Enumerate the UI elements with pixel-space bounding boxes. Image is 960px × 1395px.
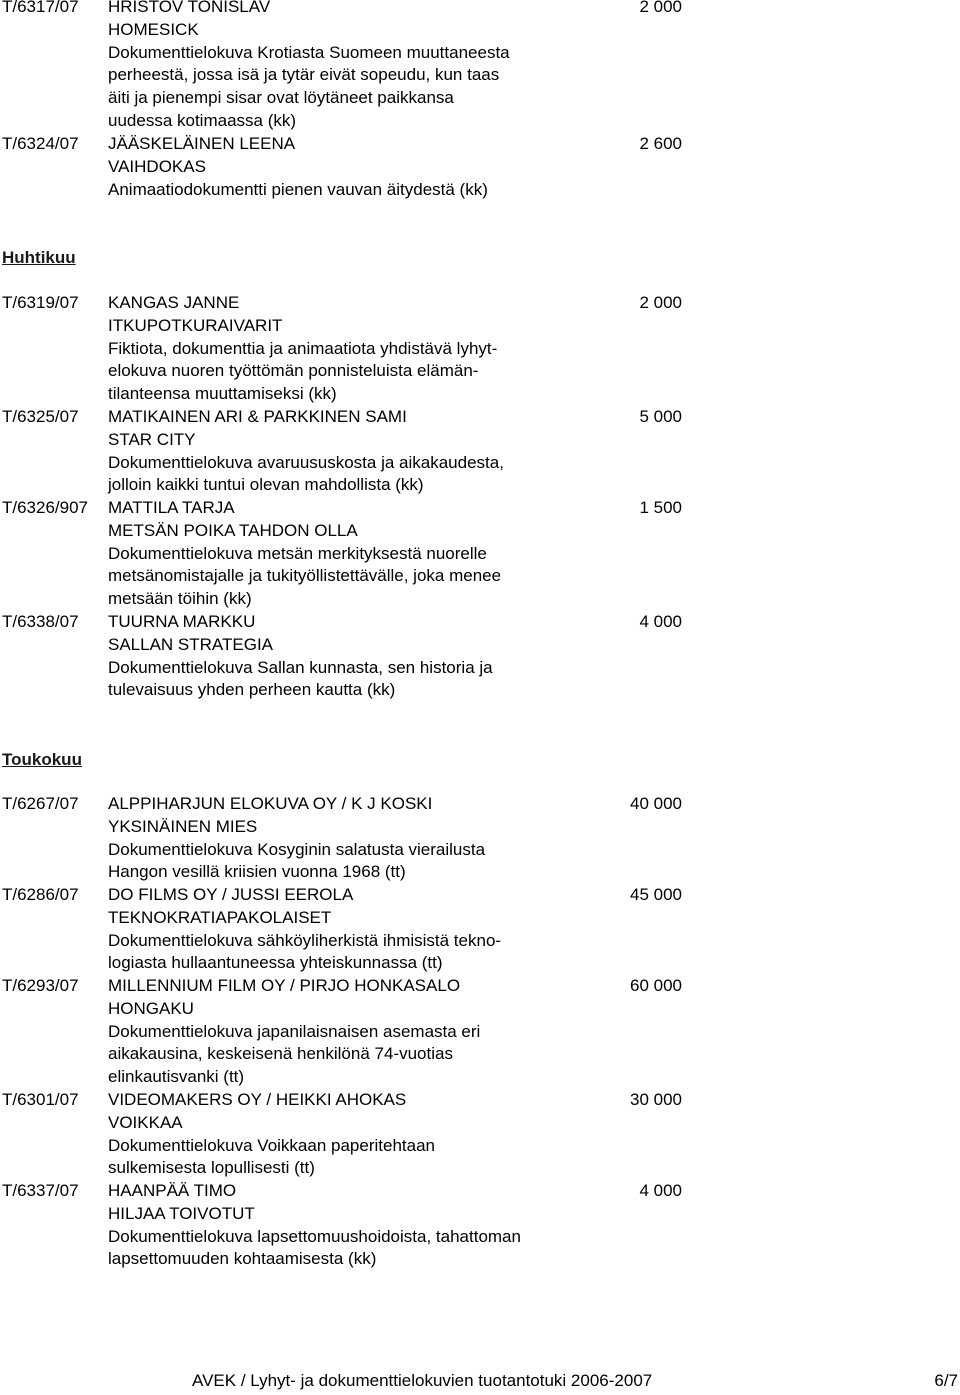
entry-description: metsänomistajalle ja tukityöllistettävälle, joka menee: [108, 566, 502, 586]
entry-description: äiti ja pienempi sisar ovat löytäneet paikkansa: [108, 88, 454, 108]
entry-body: [108, 406, 578, 497]
entry-applicant: MATTILA TARJA: [108, 498, 235, 517]
entry-description: elokuva nuoren työttömän ponnisteluista elämän-: [108, 361, 479, 381]
entry-code: T/6325/07: [2, 407, 79, 426]
entry-amount: 1 500: [639, 498, 682, 517]
entry-description: perheestä, jossa isä ja tytär eivät sopeudu, kun taas: [108, 65, 500, 85]
entry-amount: 4 000: [639, 612, 682, 631]
entry-title: HILJAA TOIVOTUT: [108, 1203, 255, 1223]
entry-code: T/6326/907: [2, 498, 89, 517]
entry-code: T/6267/07: [2, 794, 79, 813]
entry-description: Dokumenttielokuva lapsettomuushoidoista, tahattoman: [108, 1226, 521, 1246]
entry-body: [108, 611, 578, 702]
entry-code: T/6293/07: [2, 976, 79, 995]
entry-description: Dokumenttielokuva avaruususkosta ja aikakaudesta,: [108, 452, 504, 472]
entry-description: elinkautisvanki (tt): [108, 1067, 245, 1087]
entry-body: [108, 292, 578, 406]
entry-code: T/6338/07: [2, 612, 79, 631]
entry-description: sulkemisesta lopullisesti (tt): [108, 1158, 315, 1178]
entry-description: Dokumenttielokuva Voikkaan paperitehtaan: [108, 1135, 435, 1155]
entry-description: Fiktiota, dokumenttia ja animaatiota yhdistävä lyhyt-: [108, 338, 498, 358]
entry-description: jolloin kaikki tuntui olevan mahdollista (kk): [108, 475, 424, 495]
entry-body: [108, 1089, 578, 1180]
page-number: 6/7: [934, 1371, 958, 1390]
entry-code: T/6337/07: [2, 1181, 79, 1200]
entry-description: Hangon vesillä kriisien vuonna 1968 (tt): [108, 862, 406, 882]
entry-title: VAIHDOKAS: [108, 156, 206, 176]
section-heading-may: Toukokuu: [2, 750, 82, 769]
entry-code: T/6319/07: [2, 293, 79, 312]
entry-applicant: VIDEOMAKERS OY / HEIKKI AHOKAS: [108, 1090, 407, 1109]
entry-amount: 40 000: [630, 794, 682, 813]
entry-body: [108, 497, 578, 611]
entry-title: SALLAN STRATEGIA: [108, 634, 274, 654]
entry-title: STAR CITY: [108, 429, 196, 449]
section-heading-april: Huhtikuu: [2, 248, 76, 267]
entry-applicant: HAANPÄÄ TIMO: [108, 1181, 237, 1200]
entry-title: HOMESICK: [108, 19, 199, 39]
entry-applicant: ALPPIHARJUN ELOKUVA OY / K J KOSKI: [108, 794, 433, 813]
entry-amount: 60 000: [630, 976, 682, 995]
entry-title: METSÄN POIKA TAHDON OLLA: [108, 520, 358, 540]
entry-amount: 45 000: [630, 885, 682, 904]
entry-applicant: HRISTOV TONISLAV: [108, 0, 271, 16]
entry-description: tilanteensa muuttamiseksi (kk): [108, 384, 337, 404]
entry-body: [108, 793, 578, 884]
entry-description: Dokumenttielokuva Krotiasta Suomeen muuttaneesta: [108, 42, 510, 62]
entry-amount: 5 000: [639, 407, 682, 426]
entry-description: lapsettomuuden kohtaamisesta (kk): [108, 1249, 377, 1269]
entry-code: T/6317/07: [2, 0, 79, 16]
entry-description: Dokumenttielokuva Sallan kunnasta, sen historia ja: [108, 657, 493, 677]
entry-body: [108, 1180, 578, 1271]
entry-description: aikakausina, keskeisenä henkilönä 74-vuotias: [108, 1044, 453, 1064]
entry-amount: 2 000: [639, 293, 682, 312]
entry-description: Dokumenttielokuva japanilaisnaisen asemasta eri: [108, 1021, 481, 1041]
entry-title: YKSINÄINEN MIES: [108, 816, 258, 836]
entry-description: metsään töihin (kk): [108, 589, 252, 609]
entry-amount: 30 000: [630, 1090, 682, 1109]
entry-body: [108, 133, 578, 201]
entry-applicant: JÄÄSKELÄINEN LEENA: [108, 134, 296, 153]
entry-applicant: TUURNA MARKKU: [108, 612, 256, 631]
entry-applicant: MATIKAINEN ARI & PARKKINEN SAMI: [108, 407, 407, 426]
entry-amount: 4 000: [639, 1181, 682, 1200]
entry-applicant: KANGAS JANNE: [108, 293, 240, 312]
entry-title: HONGAKU: [108, 998, 194, 1018]
entry-description: Dokumenttielokuva metsän merkityksestä nuorelle: [108, 543, 487, 563]
entry-description: logiasta hullaantuneessa yhteiskunnassa (tt): [108, 953, 443, 973]
entry-code: T/6301/07: [2, 1090, 79, 1109]
entry-body: [108, 975, 578, 1089]
footer-title: AVEK / Lyhyt- ja dokumenttielokuvien tuotantotuki 2006-2007: [192, 1371, 653, 1390]
entry-amount: 2 600: [639, 134, 682, 153]
entry-amount: 2 000: [639, 0, 682, 16]
entry-applicant: DO FILMS OY / JUSSI EEROLA: [108, 885, 354, 904]
entry-description: Animaatiodokumentti pienen vauvan äitydestä (kk): [108, 179, 488, 199]
page-footer: [0, 1370, 960, 1394]
entry-description: Dokumenttielokuva sähköyliherkistä ihmisistä tekno-: [108, 930, 502, 950]
entry-description: tulevaisuus yhden perheen kautta (kk): [108, 680, 396, 700]
entry-title: TEKNOKRATIAPAKOLAISET: [108, 907, 332, 927]
entry-title: VOIKKAA: [108, 1112, 183, 1132]
entry-applicant: MILLENNIUM FILM OY / PIRJO HONKASALO: [108, 976, 461, 995]
entry-body: [108, 0, 578, 133]
entry-title: ITKUPOTKURAIVARIT: [108, 315, 283, 335]
entry-code: T/6286/07: [2, 885, 79, 904]
entry-description: Dokumenttielokuva Kosyginin salatusta vierailusta: [108, 839, 486, 859]
entry-code: T/6324/07: [2, 134, 79, 153]
entry-body: [108, 884, 578, 975]
entry-description: uudessa kotimaassa (kk): [108, 110, 297, 130]
